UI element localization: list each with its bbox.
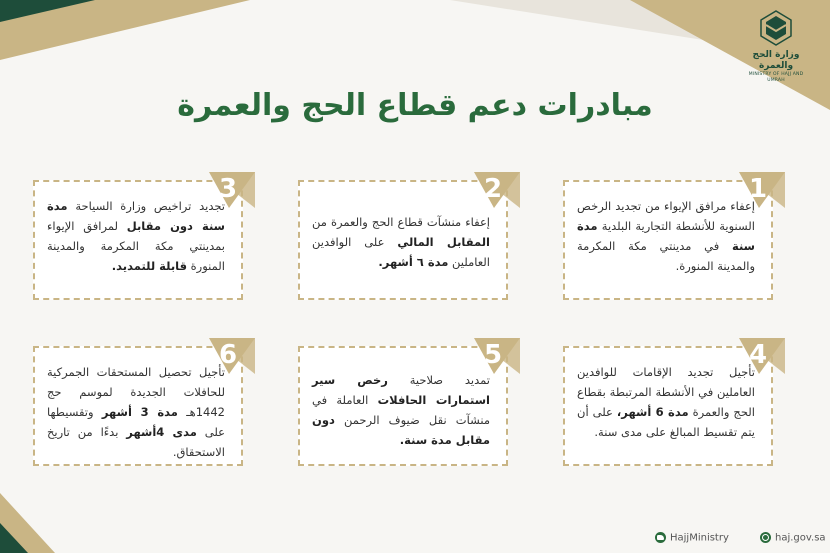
card-number: 4 [749, 340, 768, 370]
card-text [312, 212, 490, 272]
card-text-highlight: مدة 3 أشهر [101, 405, 178, 419]
globe-icon [760, 532, 771, 543]
card-number-badge [474, 172, 520, 208]
card-text-run: لمرافق الإيواء بمدينتي مكة المكرمة والمدينة المنورة [47, 219, 225, 273]
card-text-run: وتقسيطها على [47, 405, 225, 439]
card-text-highlight: مدة ٦ أشهر. [378, 255, 449, 269]
card-number: 6 [219, 340, 238, 370]
card-text [47, 196, 225, 276]
card-text-highlight: مدة سنة دون مقابل [47, 199, 225, 233]
card-text-run: تأجيل تحصيل المستحقات الجمركية للحافلات الجديدة لموسم حج 1442هـ [47, 365, 225, 419]
initiative-card-6 [33, 340, 243, 466]
card-text-run: تأجيل تجديد الإقامات للوافدين العاملين في الأنشطة المرتبطة بقطاع الحج والعمرة [577, 365, 755, 419]
kaaba-logo-icon [756, 8, 796, 48]
card-text-run: إعفاء مرافق الإيواء من تجديد الرخص السنوية للأنشطة التجارية البلدية [577, 199, 755, 233]
card-number-badge [209, 172, 255, 208]
card-text-run: العاملة في منشآت نقل ضيوف الرحمن [312, 393, 490, 427]
card-text-highlight: دون مقابل مدة سنة. [312, 413, 490, 447]
card-text-run: إعفاء منشآت قطاع الحج والعمرة من [312, 215, 490, 229]
card-number: 2 [484, 174, 503, 204]
corner-decoration [0, 523, 28, 553]
card-text-run: على الوافدين العاملين [312, 235, 490, 269]
card-number-badge [474, 338, 520, 374]
website-url: haj.gov.sa [775, 532, 826, 543]
card-number-badge [739, 338, 785, 374]
card-text-highlight: مدى 4أشهر [126, 425, 197, 439]
card-number: 5 [484, 340, 503, 370]
card-text-highlight: قابلة للتمديد. [111, 259, 187, 273]
ministry-logo [740, 8, 812, 84]
card-text-highlight: مدة سنة [577, 219, 755, 253]
twitter-handle: HajjMinistry [670, 532, 729, 543]
card-number-badge [739, 172, 785, 208]
initiative-card-2 [298, 174, 508, 300]
card-text-run: تمديد صلاحية [387, 373, 490, 387]
card-text-run: على أن يتم تقسيط المبالغ على مدى سنة. [577, 405, 755, 439]
page-title: مبادرات دعم قطاع الحج والعمرة [177, 88, 653, 123]
footer-website[interactable] [760, 532, 826, 544]
card-text-highlight: المقابل المالي [397, 235, 490, 249]
card-text-run: بدءًا من تاريخ الاستحقاق. [47, 425, 225, 459]
footer-twitter[interactable] [655, 532, 729, 544]
logo-arabic-text: وزارة الحج والعمرة [752, 50, 800, 71]
card-text-run: تجديد تراخيص وزارة السياحة [67, 199, 225, 213]
twitter-icon [655, 532, 666, 543]
card-number: 1 [749, 174, 768, 204]
card-text [577, 196, 755, 276]
corner-decoration [0, 0, 95, 22]
card-text-run: في مدينتي مكة المكرمة والمدينة المنورة. [577, 239, 755, 273]
card-text-highlight: رخص سير استمارات الحافلات [312, 373, 491, 407]
card-text [577, 362, 755, 442]
card-number-badge [209, 338, 255, 374]
initiative-card-4 [563, 340, 773, 466]
initiative-card-5 [298, 340, 508, 466]
initiative-card-1 [563, 174, 773, 300]
logo-english-text: MINISTRY OF HAJJ AND UMRAH [748, 72, 804, 83]
card-number: 3 [219, 174, 238, 204]
card-text-highlight: مدة 6 أشهر، [616, 405, 689, 419]
card-text [47, 362, 225, 462]
card-text [312, 370, 490, 450]
initiative-card-3 [33, 174, 243, 300]
